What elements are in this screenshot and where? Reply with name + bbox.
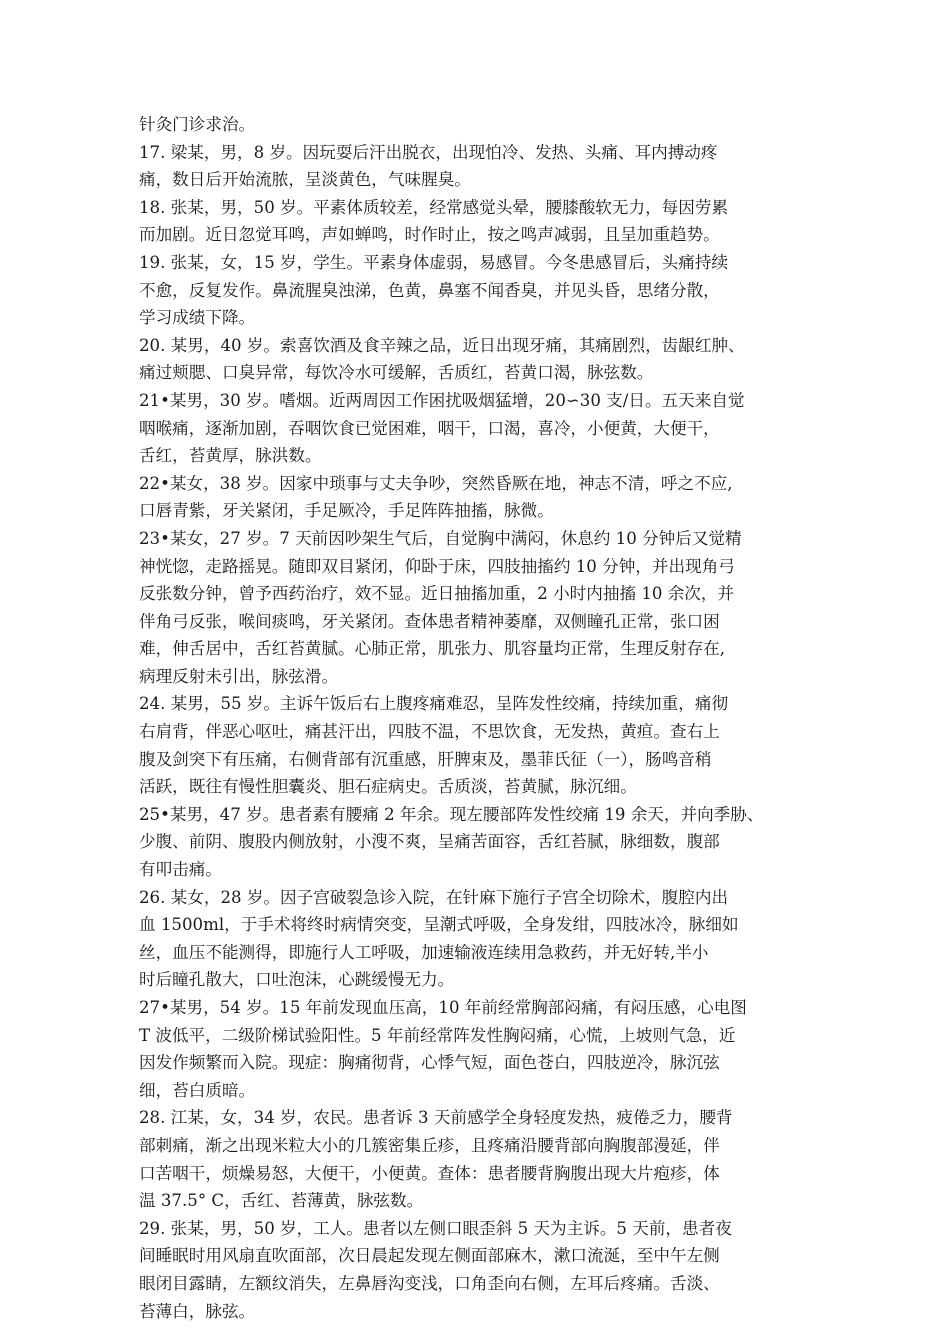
text-line: 难，伸舌居中，舌红苔黄腻。心肺正常，肌张力、肌容量均正常，生理反射存在, xyxy=(139,639,726,659)
text-line: 血 1500ml，于手术将终时病情突变，呈潮式呼吸，全身发绀，四肢冰冷，脉细如 xyxy=(139,915,739,935)
text-line: 病理反射未引出，脉弦滑。 xyxy=(139,666,339,686)
text-line: 28. 江某，女，34 岁，农民。患者诉 3 天前感学全身轻度发热，疲倦乏力，腰背 xyxy=(139,1108,733,1128)
text-line: 丝，血压不能测得，即施行人工呼吸，加速输液连续用急救药，并无好转,半小 xyxy=(139,942,709,962)
text-line: 细，苔白质暗。 xyxy=(139,1080,256,1100)
text-line: 痛过颊腮、口臭异常，每饮冷水可缓解，舌质红，苔黄口渴，脉弦数。 xyxy=(139,363,654,383)
text-line: 口唇青紫，牙关紧闭，手足厥冷，手足阵阵抽搐，脉微。 xyxy=(139,501,554,521)
text-line: 口苦咽干，烦燥易怒，大便干，小便黄。查体：患者腰背胸腹出现大片疱疹，体 xyxy=(139,1163,720,1183)
text-line: 反张数分钟，曾予西药治疗，效不显。近日抽搐加重，2 小时内抽搐 10 余次，并 xyxy=(139,584,735,604)
text-line: 时后瞳孔散大，口吐泡沫，心跳缓慢无力。 xyxy=(139,970,455,990)
text-line: 眼闭目露睛，左额纹消失，左鼻唇沟变浅，口角歪向右侧，左耳后疼痛。舌淡、 xyxy=(139,1273,720,1293)
text-line: 温 37.5° C，舌红、苔薄黄，脉弦数。 xyxy=(139,1191,424,1211)
text-line: 20. 某男，40 岁。索喜饮酒及食辛辣之品，近日出现牙痛，其痛剧烈，齿龈红肿、 xyxy=(139,335,745,355)
text-line: 咽喉痛，逐渐加剧，吞咽饮食已觉困难，咽干，口渴，喜冷，小便黄，大便干， xyxy=(139,418,720,438)
text-line: 少腹、前阴、腹股内侧放射，小溲不爽，呈痛苦面容，舌红苔腻，脉细数，腹部 xyxy=(139,832,720,852)
text-line: 舌红，苔黄厚，脉洪数。 xyxy=(139,446,322,466)
text-line: 间睡眠时用风扇直吹面部，次日晨起发现左侧面部麻木，漱口流涎，至中午左侧 xyxy=(139,1246,720,1266)
text-line: 19. 张某，女，15 岁，学生。平素身体虚弱，易感冒。今冬患感冒后，头痛持续 xyxy=(139,252,729,272)
text-line: 而加剧。近日忽觉耳鸣，声如蝉鸣，时作时止，按之鸣声减弱，且呈加重趋势。 xyxy=(139,225,720,245)
text-line: 活跃，既往有慢性胆囊炎、胆石症病史。舌质淡，苔黄腻，脉沉细。 xyxy=(139,777,637,797)
text-line: 因发作频繁而入院。现症：胸痛彻背，心悸气短，面色苍白，四肢逆冷，脉沉弦 xyxy=(139,1053,720,1073)
text-line: 17. 梁某，男，8 岁。因玩耍后汗出脱衣，出现怕冷、发热、头痛、耳内搏动疼 xyxy=(139,142,718,162)
text-line: 右肩背，伴恶心呕吐，痛甚汗出，四肢不温，不思饮食，无发热，黄疸。查右上 xyxy=(139,722,720,742)
text-line: 苔薄白，脉弦。 xyxy=(139,1301,256,1321)
text-line: 有叩击痛。 xyxy=(139,860,222,880)
text-line: 针灸门诊求治。 xyxy=(139,115,256,134)
text-line: 部刺痛，渐之出现米粒大小的几簇密集丘疹，且疼痛沿腰背部向胸腹部漫延，伴 xyxy=(139,1135,720,1155)
text-line: 腹及剑突下有压痛，右侧背部有沉重感，肝脾束及，墨菲氏征（一），肠鸣音稍 xyxy=(139,749,712,769)
text-line: 伴角弓反张，喉间痰鸣，牙关紧闭。查体患者精神萎靡，双侧瞳孔正常，张口困 xyxy=(139,611,720,631)
text-line: 学习成绩下降。 xyxy=(139,308,256,328)
text-line: 神恍惚，走路摇晃。随即双目紧闭，仰卧于床，四肢抽搐约 10 分钟，并出现角弓 xyxy=(139,556,735,576)
text-line: 22•某女，38 岁。因家中琐事与丈夫争吵，突然昏厥在地，神志不清，呼之不应, xyxy=(139,473,733,493)
document-body xyxy=(139,111,829,1325)
text-line: 27•某男，54 岁。15 年前发现血压高，10 年前经常胸部闷痛，有闷压感，心电图 xyxy=(139,998,747,1017)
text-line: 29. 张某，男，50 岁，工人。患者以左侧口眼歪斜 5 天为主诉。5 天前，患者夜 xyxy=(139,1218,732,1238)
text-line: 21•某男，30 岁。嗜烟。近两周因工作困扰吸烟猛增，20∽30 支/日。五天来自觉 xyxy=(139,390,745,410)
text-line: 不愈，反复发作。鼻流腥臭浊涕，色黄，鼻塞不闻香臭，并见头昏，思绪分散， xyxy=(139,280,720,300)
text-line: 23•某女，27 岁。7 天前因吵架生气后，自觉胸中满闷，休息约 10 分钟后又觉精 xyxy=(139,528,742,548)
text-line: 24. 某男，55 岁。主诉午饭后右上腹疼痛难忍，呈阵发性绞痛，持续加重，痛彻 xyxy=(139,694,729,714)
text-line: 痛，数日后开始流脓，呈淡黄色，气味腥臭。 xyxy=(139,170,471,190)
text-line: 18. 张某，男，50 岁。平素体质较差，经常感觉头晕，腰膝酸软无力，每因劳累 xyxy=(139,197,729,217)
text-line: 26. 某女，28 岁。因子宫破裂急诊入院，在针麻下施行子宫全切除术，腹腔内出 xyxy=(139,887,729,907)
text-line: 25•某男，47 岁。患者素有腰痛 2 年余。现左腰部阵发性绞痛 19 余天，并向季胁、 xyxy=(139,804,764,824)
text-line: T 波低平，二级阶梯试验阳性。5 年前经常阵发性胸闷痛，心慌，上坡则气急，近 xyxy=(139,1025,736,1045)
